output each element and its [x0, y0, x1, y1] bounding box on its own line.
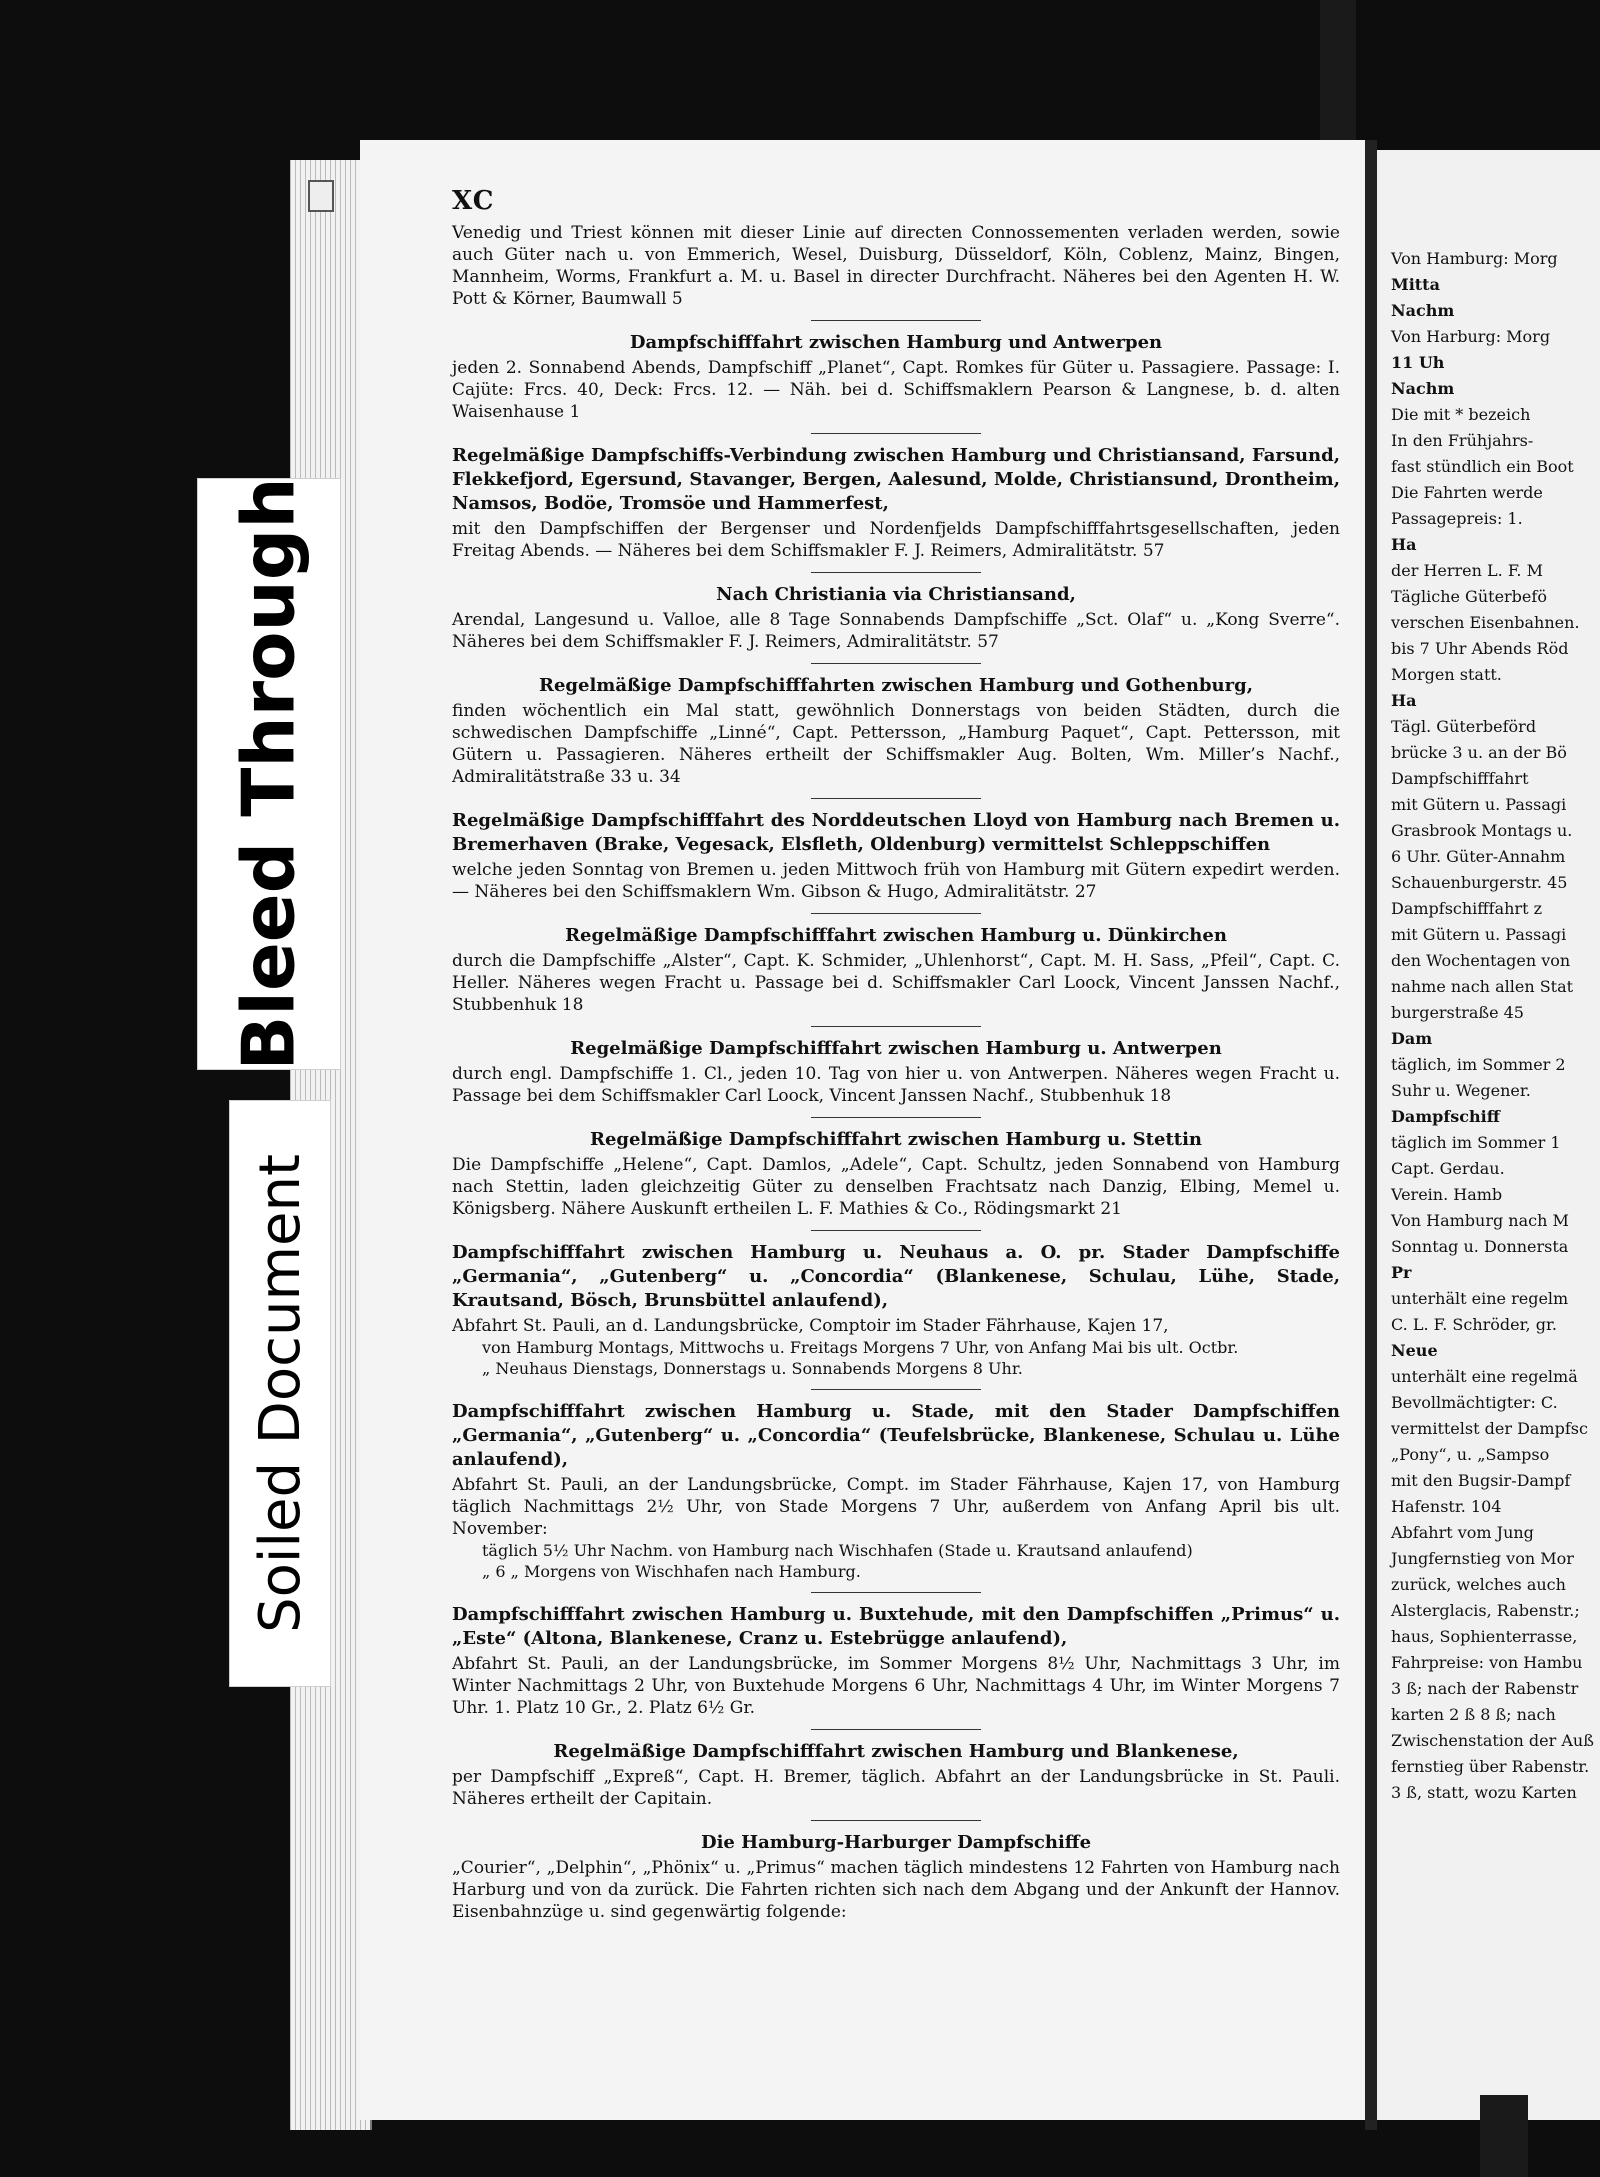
book-gutter [1365, 140, 1377, 2130]
right-page-line: burgerstraße 45 [1391, 1003, 1524, 1022]
right-page-line: unterhält eine regelmä [1391, 1367, 1578, 1386]
right-page-line: Morgen statt. [1391, 665, 1502, 684]
sections-container [452, 222, 1340, 1923]
right-page-line: 3 ß; nach der Rabenstr [1391, 1679, 1579, 1698]
right-page-line: nahme nach allen Stat [1391, 977, 1574, 996]
right-page-line: brücke 3 u. an der Bö [1391, 743, 1567, 762]
section [452, 572, 1340, 653]
right-page-line: Von Hamburg: Morg [1391, 249, 1558, 268]
soiled-document-sticker [229, 1100, 331, 1687]
right-page-line: mit Gütern u. Passagi [1391, 925, 1567, 944]
right-page-line: Nachm [1391, 301, 1455, 320]
section-divider [811, 1389, 981, 1390]
binding-tape-bottom [1480, 2095, 1528, 2177]
right-page-line: haus, Sophienterrasse, [1391, 1627, 1578, 1646]
right-page-line: Neue [1391, 1341, 1438, 1360]
section-divider [811, 1820, 981, 1821]
right-page-line: Capt. Gerdau. [1391, 1159, 1505, 1178]
page-number: XC [452, 186, 495, 216]
right-page-line: der Herren L. F. M [1391, 561, 1543, 580]
section-heading: Die Hamburg-Harburger Dampfschiffe [700, 1832, 1092, 1853]
right-page-line: Dampfschiff [1391, 1107, 1500, 1126]
section-body: mit den Dampfschiffen der Bergenser und Nordenfjelds Dampfschifffahrtsgesellschaften, jeden Freitag Abends. — Näheres bei dem Schiffsmakler F. J. Reimers, Admiralitätstr. 57 [452, 519, 1340, 561]
section-heading: Regelmäßige Dampfschiffs-Verbindung zwischen Hamburg und Christiansand, Farsund, Flekkefjord, Egersund, Stavanger, Bergen, Aalesund, Molde, Christiansund, Drontheim, Namsos, Bodöe, Tromsöe und Hammerfest, [452, 445, 1340, 514]
right-page-line: Hafenstr. 104 [1391, 1497, 1502, 1516]
right-page [1377, 150, 1600, 2120]
right-page-line: fernstieg über Rabenstr. [1391, 1757, 1590, 1776]
section-divider [811, 663, 981, 664]
schedule-line: „ 6 „ Morgens von Wischhafen nach Hamburg. [482, 1562, 861, 1581]
right-page-line: 3 ß, statt, wozu Karten [1391, 1783, 1577, 1802]
section-heading: Nach Christiania via Christiansand, [716, 584, 1076, 605]
bleed-through-label: Bleed Through [227, 477, 312, 1071]
section [452, 1026, 1340, 1107]
schedule-line: „ Neuhaus Dienstags, Donnerstags u. Sonnabends Morgens 8 Uhr. [482, 1359, 1023, 1378]
section-divider [811, 798, 981, 799]
right-page-line: bis 7 Uhr Abends Röd [1391, 639, 1569, 658]
section-divider [811, 320, 981, 321]
section [452, 433, 1340, 562]
right-page-line: den Wochentagen von [1391, 951, 1571, 970]
right-page-line: Schauenburgerstr. 45 [1391, 873, 1568, 892]
section-divider [811, 572, 981, 573]
left-page [360, 140, 1368, 2120]
right-page-line: täglich im Sommer 1 [1391, 1133, 1561, 1152]
right-page-line: Sonntag u. Donnersta [1391, 1237, 1569, 1256]
right-page-line: Ha [1391, 691, 1417, 710]
right-page-line: Die mit * bezeich [1391, 405, 1531, 424]
section-divider [811, 433, 981, 434]
right-page-line: mit Gütern u. Passagi [1391, 795, 1567, 814]
right-page-line: Verein. Hamb [1391, 1185, 1503, 1204]
right-page-line: „Pony“, u. „Sampso [1391, 1445, 1550, 1464]
soiled-document-label: Soiled Document [247, 1154, 313, 1633]
right-page-line: In den Frühjahrs- [1391, 431, 1534, 450]
right-page-line: Mitta [1391, 275, 1440, 294]
right-page-line: Zwischenstation der Auß [1391, 1731, 1594, 1750]
bleed-through-sticker [197, 478, 341, 1070]
section-heading: Regelmäßige Dampfschifffahrt des Norddeutschen Lloyd von Hamburg nach Bremen u. Bremerhaven (Brake, Vegesack, Elsfleth, Oldenburg) vermittelst Schleppschiffen [452, 810, 1340, 855]
section-heading: Regelmäßige Dampfschifffahrt zwischen Hamburg u. Stettin [589, 1129, 1203, 1150]
schedule-line: von Hamburg Montags, Mittwochs u. Freitags Morgens 7 Uhr, von Anfang Mai bis ult. Octbr. [482, 1338, 1239, 1357]
section-heading: Regelmäßige Dampfschifffahrt zwischen Hamburg u. Antwerpen [570, 1038, 1222, 1059]
right-page-line: Bevollmächtigter: C. [1391, 1393, 1558, 1412]
right-page-line: C. L. F. Schröder, gr. [1391, 1315, 1557, 1334]
section-divider [811, 1230, 981, 1231]
section-body: Abfahrt St. Pauli, an d. Landungsbrücke, Comptoir im Stader Fährhause, Kajen 17, [452, 1316, 1169, 1336]
section [452, 1230, 1340, 1379]
section-body: jeden 2. Sonnabend Abends, Dampfschiff „Planet“, Capt. Romkes für Güter u. Passagiere. Passage: I. Cajüte: Frcs. 40, Deck: Frcs. 12. — Näh. bei d. Schiffsmaklern Pearson & Langnese, b. d. alten Waisenhause 1 [452, 358, 1340, 422]
section [452, 1389, 1340, 1582]
section-body: finden wöchentlich ein Mal statt, gewöhnlich Donnerstags von beiden Städten, durch die schwedischen Dampfschiffe „Linné“, Capt. Pettersson, „Hamburg Paquet“, Capt. Pettersson, mit Gütern u. Passagieren. Näheres ertheilt der Schiffsmakler Aug. Bolten, Wm. Miller’s Nachf., Admiralitätstraße 33 u. 34 [452, 701, 1340, 787]
section [452, 1592, 1340, 1719]
right-page-line: Nachm [1391, 379, 1455, 398]
section-divider [811, 1026, 981, 1027]
section-body: Die Dampfschiffe „Helene“, Capt. Damlos, „Adele“, Capt. Schultz, jeden Sonnabend von Hamburg nach Stettin, laden gleichzeitig Güter zu denselben Frachtsatz nach Danzig, Elbing, Memel u. Königsberg. Nähere Auskunft ertheilen L. F. Mathies & Co., Rödingsmarkt 21 [452, 1155, 1340, 1219]
section-body: durch engl. Dampfschiffe 1. Cl., jeden 10. Tag von hier u. von Antwerpen. Näheres wegen Fracht u. Passage bei dem Schiffsmakler Carl Loock, Vincent Janssen Nachf., Stubbenhuk 18 [452, 1064, 1340, 1106]
section-heading: Dampfschifffahrt zwischen Hamburg u. Buxtehude, mit den Dampfschiffen „Primus“ u. „Este“ (Altona, Blankenese, Cranz u. Estebrügge anlaufend), [452, 1604, 1340, 1649]
section-body: Venedig und Triest können mit dieser Linie auf directen Connossementen verladen werden, sowie auch Güter nach u. von Emmerich, Wesel, Duisburg, Düsseldorf, Köln, Coblenz, Mainz, Bingen, Mannheim, Worms, Frankfurt a. M. u. Basel in directer Durchfracht. Näheres bei den Agenten H. W. Pott & Körner, Baumwall 5 [452, 223, 1340, 309]
right-page-line: Tägliche Güterbefö [1391, 587, 1547, 606]
right-page-line: Von Hamburg nach M [1391, 1211, 1569, 1230]
section-body: Arendal, Langesund u. Valloe, alle 8 Tage Sonnabends Dampfschiffe „Sct. Olaf“ u. „Kong Sverre“. Näheres bei dem Schiffsmakler F. J. Reimers, Admiralitätstr. 57 [452, 610, 1340, 652]
section [452, 913, 1340, 1016]
section [452, 1820, 1340, 1923]
right-page-line: 11 Uh [1391, 353, 1445, 372]
section-heading: Regelmäßige Dampfschifffahrt zwischen Hamburg u. Dünkirchen [565, 925, 1227, 946]
right-page-line: Abfahrt vom Jung [1391, 1523, 1534, 1542]
right-page-line: verschen Eisenbahnen. [1391, 613, 1580, 632]
right-page-line: Passagepreis: 1. [1391, 509, 1523, 528]
page-content [452, 186, 1340, 1929]
section-divider [811, 913, 981, 914]
section-body: durch die Dampfschiffe „Alster“, Capt. K. Schmider, „Uhlenhorst“, Capt. M. H. Sass, „Pfeil“, Capt. C. Heller. Näheres wegen Fracht u. Passage bei d. Schiffsmakler Carl Loock, Vincent Janssen Nachf., Stubbenhuk 18 [452, 951, 1340, 1015]
section-body: „Courier“, „Delphin“, „Phönix“ u. „Primus“ machen täglich mindestens 12 Fahrten von Hamburg nach Harburg und von da zurück. Die Fahrten richten sich nach dem Abgang und der Ankunft der Hannov. Eisenbahnzüge u. sind gegenwärtig folgende: [452, 1858, 1340, 1922]
section-body: Abfahrt St. Pauli, an der Landungsbrücke, Compt. im Stader Fährhause, Kajen 17, von Hamburg täglich Nachmittags 2½ Uhr, von Stade Morgens 7 Uhr, außerdem von Anfang April bis ult. November: [452, 1475, 1340, 1539]
right-page-line: Tägl. Güterbeförd [1391, 717, 1537, 736]
section [452, 222, 1340, 310]
right-page-line: Von Harburg: Morg [1391, 327, 1551, 346]
right-page-line: unterhält eine regelm [1391, 1289, 1569, 1308]
section [452, 663, 1340, 788]
right-page-line: Jungfernstieg von Mor [1391, 1549, 1574, 1568]
right-page-line: Grasbrook Montags u. [1391, 821, 1573, 840]
section-heading: Regelmäßige Dampfschifffahrt zwischen Hamburg und Blankenese, [553, 1741, 1239, 1762]
right-page-line: täglich, im Sommer 2 [1391, 1055, 1566, 1074]
right-page-line: zurück, welches auch [1391, 1575, 1566, 1594]
right-page-line: Dampfschifffahrt [1391, 769, 1529, 788]
section-divider [811, 1592, 981, 1593]
section-heading: Dampfschifffahrt zwischen Hamburg und Antwerpen [629, 332, 1163, 353]
right-page-line: Fahrpreise: von Hambu [1391, 1653, 1583, 1672]
right-page-text [1391, 246, 1600, 1806]
section-body: per Dampfschiff „Expreß“, Capt. H. Bremer, täglich. Abfahrt an der Landungsbrücke in St. Pauli. Näheres ertheilt der Capitain. [452, 1767, 1340, 1809]
section-divider [811, 1729, 981, 1730]
right-page-line: 6 Uhr. Güter-Annahm [1391, 847, 1566, 866]
section-body: Abfahrt St. Pauli, an der Landungsbrücke, im Sommer Morgens 8½ Uhr, Nachmittags 3 Uhr, im Winter Nachmittags 2 Uhr, von Buxtehude Morgens 6 Uhr, Nachmittags 4 Uhr, im Winter Morgens 7 Uhr. 1. Platz 10 Gr., 2. Platz 6½ Gr. [452, 1654, 1340, 1718]
section-body: welche jeden Sonntag von Bremen u. jeden Mittwoch früh von Hamburg mit Gütern expedirt werden. — Näheres bei den Schiffsmaklern Wm. Gibson & Hugo, Admiralitätstr. 27 [452, 860, 1340, 902]
binding-tape-top [1320, 0, 1356, 160]
section [452, 798, 1340, 903]
right-page-line: Die Fahrten werde [1391, 483, 1543, 502]
right-page-line: fast stündlich ein Boot [1391, 457, 1574, 476]
section [452, 320, 1340, 423]
right-page-line: mit den Bugsir-Dampf [1391, 1471, 1571, 1490]
page-edge-tab [308, 180, 334, 212]
right-page-line: Alsterglacis, Rabenstr.; [1391, 1601, 1580, 1620]
section [452, 1729, 1340, 1810]
section [452, 1117, 1340, 1220]
section-divider [811, 1117, 981, 1118]
section-heading: Regelmäßige Dampfschifffahrten zwischen Hamburg und Gothenburg, [539, 675, 1253, 696]
section-heading: Dampfschifffahrt zwischen Hamburg u. Stade, mit den Stader Dampfschiffen „Germania“, „Gutenberg“ u. „Concordia“ (Teufelsbrücke, Blankenese, Schulau u. Lühe anlaufend), [452, 1401, 1340, 1470]
right-page-line: Ha [1391, 535, 1417, 554]
right-page-line: Suhr u. Wegener. [1391, 1081, 1531, 1100]
right-page-line: Pr [1391, 1263, 1412, 1282]
right-page-line: vermittelst der Dampfsc [1391, 1419, 1588, 1438]
schedule-line: täglich 5½ Uhr Nachm. von Hamburg nach Wischhafen (Stade u. Krautsand anlaufend) [482, 1541, 1193, 1560]
section-heading: Dampfschifffahrt zwischen Hamburg u. Neuhaus a. O. pr. Stader Dampfschiffe „Germania“, „Gutenberg“ u. „Concordia“ (Blankenese, Schulau, Lühe, Stade, Krautsand, Bösch, Brunsbüttel anlaufend), [452, 1242, 1340, 1311]
right-page-line: Dam [1391, 1029, 1433, 1048]
right-page-line: karten 2 ß 8 ß; nach [1391, 1705, 1556, 1724]
right-page-line: Dampfschifffahrt z [1391, 899, 1543, 918]
